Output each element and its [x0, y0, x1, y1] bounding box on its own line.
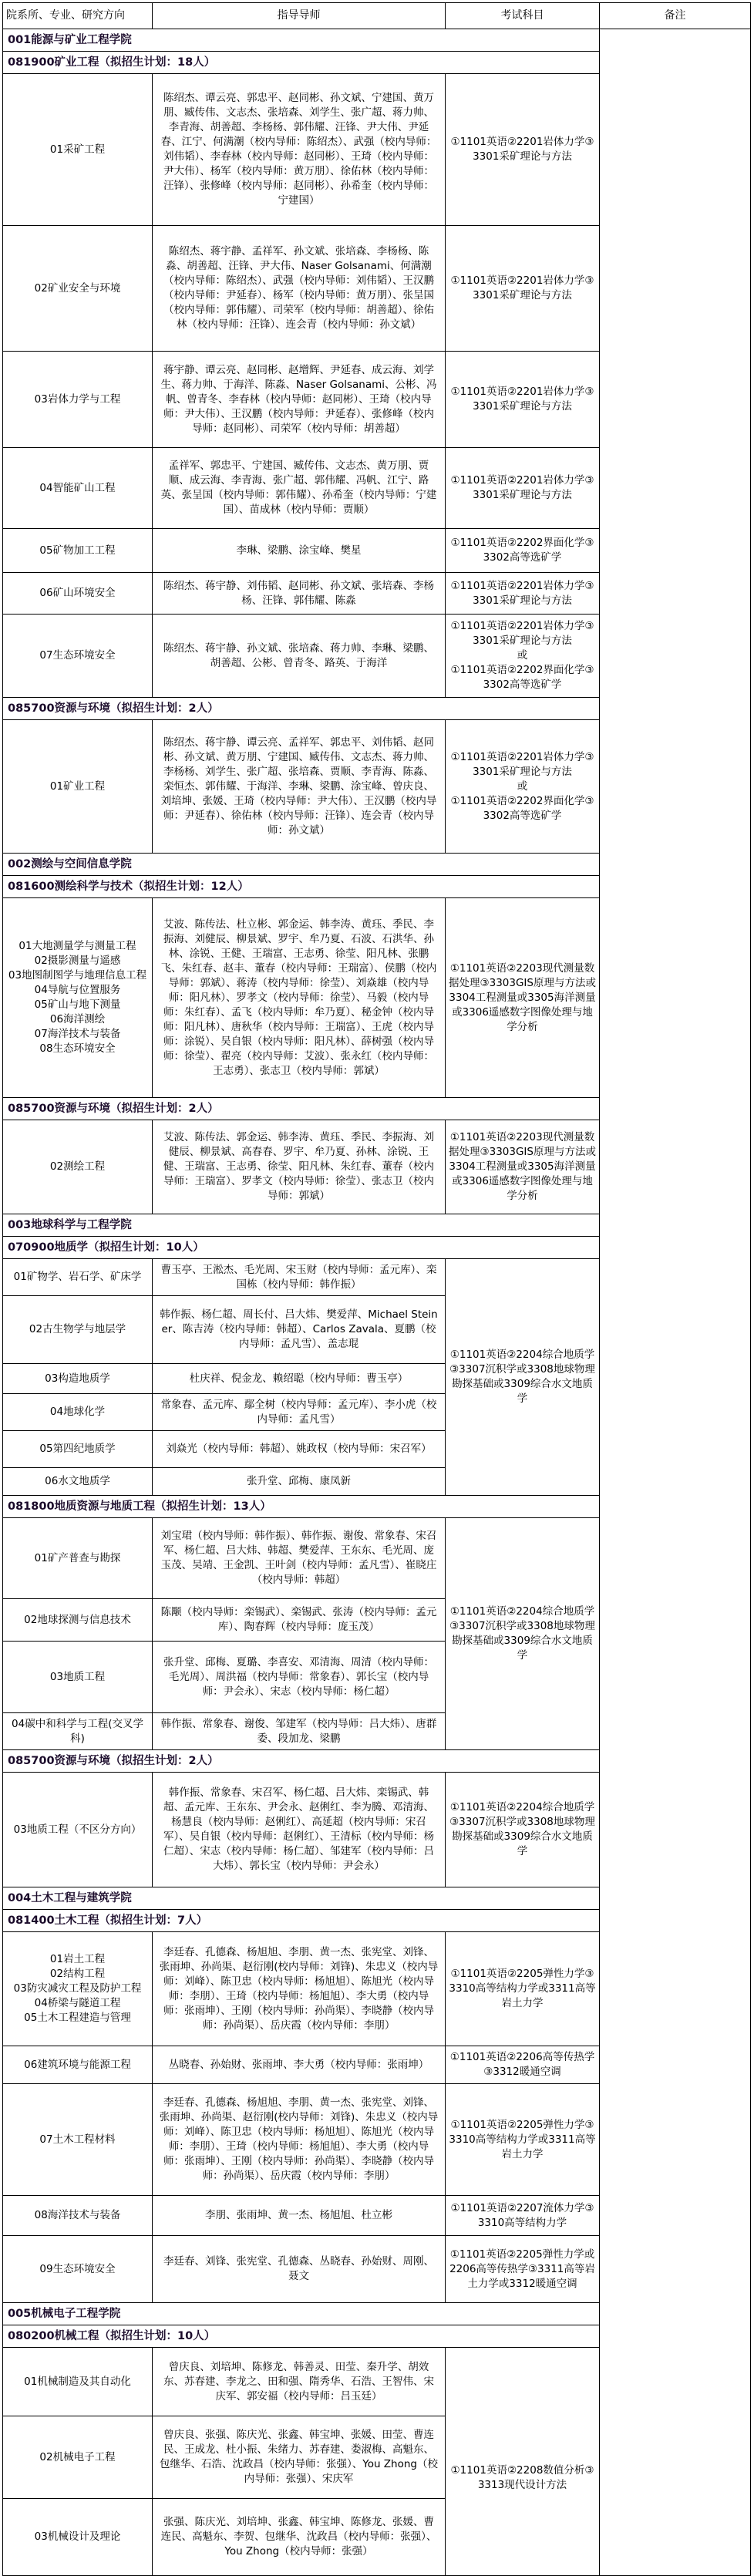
tutor-list: 艾波、陈传法、杜立彬、郭金运、韩李涛、黄珏、季民、李振海、刘健辰、柳景斌、罗宇、牟乃夏、石波、石洪华、孙林、涂锐、王健、王瑞富、王志勇、徐莹、阳凡林、张鹏飞、朱红春、赵丰、董春（校内导师：王瑞富）、侯鹏（校内导师：郭斌）、蒋涛（校内导师：徐莹）、刘焱雄（校内导师：阳凡林）、罗孝文（校内导师：徐莹）、马毅（校内导师：朱红春）、孟飞（校内导师：牟乃夏）、秘金钟（校内导师：阳凡林）、唐秋华（校内导师：王瑞富）、王虎（校内导师：涂锐）、吴自银（校内导师：阳凡林）、薛树强（校内导师：徐莹）、翟亮（校内导师：艾波）、张永红（校内导师：王志勇）、张志卫（校内导师：郭斌） — [153, 898, 446, 1098]
college-title: 002测绘与空间信息学院 — [3, 854, 600, 876]
research-direction: 07生态环境安全 — [3, 615, 153, 698]
recruitment-table-container — [2, 2, 750, 2576]
recruitment-table — [2, 2, 751, 2576]
tutor-list: 韩作振、常象春、宋召军、杨仁超、吕大炜、栾锡武、韩超、孟元库、王东东、尹会永、赵俐红、李为腾、邓清海、杨慧良（校内导师：赵俐红）、高延超（校内导师：宋召军）、吴自银（校内导师：赵俐红）、王清标（校内导师：杨仁超）、宋志（校内导师：杨仁超）、邹建军（校内导师：吕大炜）、郭长宝（校内导师：尹会永） — [153, 1773, 446, 1887]
text-line: ①1101英语②2201岩体力学③3301采矿理论与方法 — [450, 620, 594, 647]
exam-subjects — [446, 720, 600, 854]
exam-subjects: ①1101英语②2201岩体力学③3301采矿理论与方法 — [446, 226, 600, 352]
exam-subjects: ①1101英语②2204综合地质学③3307沉积学或3308地球物理勘探基础或3309综合水文地质学 — [446, 1259, 600, 1496]
research-direction: 01采矿工程 — [3, 74, 153, 226]
research-direction: 03构造地质学 — [3, 1364, 153, 1394]
tutor-list: 韩作振、常象春、谢俊、邹建军（校内导师：吕大炜）、唐群委、段加龙、梁鹏 — [153, 1713, 446, 1750]
text-line: 03地图制图学与地理信息工程 — [8, 969, 147, 982]
research-direction: 02古生物学与地层学 — [3, 1296, 153, 1364]
text-line: 04桥梁与隧道工程 — [34, 1997, 121, 2009]
exam-subjects: ①1101英语②2207流体力学③3310高等结构力学 — [446, 2196, 600, 2236]
research-direction: 02测绘工程 — [3, 1120, 153, 1214]
research-direction: 04地球化学 — [3, 1394, 153, 1431]
tutor-list: 陈绍杰、谭云亮、郭忠平、赵同彬、孙文斌、宁建国、黄万朋、臧传伟、文志杰、张培森、刘学生、张广超、蒋力帅、李青海、胡善超、李杨杨、郭伟耀、汪锋、尹大伟、尹延春、江宁、何满潮（校内导师：陈绍杰）、武强（校内导师：刘伟韬）、李春林（校内导师：赵同彬）、王琦（校内导师：尹大伟）、杨军（校内导师：黄万朋）、徐佑林（校内导师：汪锋）、张修峰（校内导师：赵同彬）、孙希奎（校内导师：宁建国） — [153, 74, 446, 226]
exam-subjects: ①1101英语②2204综合地质学③3307沉积学或3308地球物理勘探基础或3309综合水文地质学 — [446, 1773, 600, 1887]
major-title: 085700资源与环境（拟招生计划：2人） — [3, 1750, 600, 1773]
text-line: 02结构工程 — [49, 1968, 106, 1980]
college-row — [3, 29, 751, 52]
research-direction: 07土木工程材料 — [3, 2084, 153, 2196]
research-direction: 02机械电子工程 — [3, 2416, 153, 2499]
text-line: 01岩土工程 — [49, 1953, 106, 1965]
exam-subjects: ①1101英语②2201岩体力学③3301采矿理论与方法 — [446, 573, 600, 615]
research-direction: 08海洋技术与装备 — [3, 2196, 153, 2236]
text-line: 06海洋测绘 — [49, 1013, 106, 1025]
tutor-list: 刘宝珺（校内导师：韩作振）、韩作振、谢俊、常象春、宋召军、杨仁超、吕大炜、韩超、樊爱萍、王东东、毛光周、庞玉茂、吴靖、王金凯、王叶剑（校内导师：孟凡雪）、崔晓庄（校内导师：韩超） — [153, 1518, 446, 1599]
tutor-list: 孟祥军、郭忠平、宁建国、臧传伟、文志杰、黄万朋、贾顺、成云海、李青海、张广超、郭伟耀、冯帆、江宁、路英、张呈国（校内导师：郭伟耀）、孙希奎（校内导师：宁建国）、苗成林（校内导师：贾顺） — [153, 448, 446, 529]
tutor-list: 曾庆良、张强、陈庆光、张鑫、韩宝坤、张媛、田莹、曹连民、王成龙、杜小振、朱绪力、苏春建、娄淑梅、高魁东、包继华、石浩、沈政昌（校内导师：张强）、You Zhong（校内导师：张强）、宋庆军 — [153, 2416, 446, 2499]
header-remark: 备注 — [600, 3, 751, 29]
research-direction: 06矿山环境安全 — [3, 573, 153, 615]
text-line: ①1101英语②2202界面化学③3302高等选矿学 — [450, 664, 594, 691]
research-direction: 06建筑环境与能源工程 — [3, 2046, 153, 2084]
text-line: 05矿山与地下测量 — [34, 998, 121, 1011]
research-direction: 02地球探测与信息技术 — [3, 1599, 153, 1642]
tutor-list: 陈绍杰、蒋宇静、谭云亮、孟祥军、郭忠平、刘伟韬、赵同彬、孙文斌、黄万朋、宁建国、臧传伟、文志杰、蒋力帅、李杨杨、刘学生、张广超、张培森、贾顺、李青海、陈淼、栾恒杰、郭伟耀、于海洋、李琳、梁鹏、涂宝峰、曾庆良、刘培坤、张媛、王琦（校内导师：尹大伟）、王汉鹏（校内导师：尹延春）、徐佑林（校内导师：汪锋）、连会青（校内导师：孙文斌） — [153, 720, 446, 854]
header-exam: 考试科目 — [446, 3, 600, 29]
tutor-list: 张升堂、邱梅、夏璐、李喜安、邓清海、周清（校内导师：毛光周）、周洪福（校内导师：常象春）、郭长宝（校内导师：尹会永）、宋志（校内导师：杨仁超） — [153, 1642, 446, 1713]
exam-subjects: ①1101英语②2201岩体力学③3301采矿理论与方法 — [446, 352, 600, 448]
exam-subjects: ①1101英语②2203现代测量数据处理③3303GIS原理与方法或3304工程测量或3305海洋测量或3306遥感数字图像处理与地学分析 — [446, 898, 600, 1098]
exam-subjects: ①1101英语②2205弹性力学③3310高等结构力学或3311高等岩土力学 — [446, 2084, 600, 2196]
exam-subjects: ①1101英语②2205弹性力学③3310高等结构力学或3311高等岩土力学 — [446, 1932, 600, 2046]
tutor-list: 张强、陈庆光、刘培坤、张鑫、韩宝坤、陈修龙、张媛、曹连民、高魁东、李贺、包继华、沈政昌（校内导师：张强）、You Zhong（校内导师：张强） — [153, 2499, 446, 2576]
exam-subjects: ①1101英语②2201岩体力学③3301采矿理论与方法 — [446, 74, 600, 226]
text-line: 03防灾减灾工程及防护工程 — [13, 1982, 142, 1995]
exam-subjects: ①1101英语②2205弹性力学或2206高等传热学③3311高等岩土力学或3312暖通空调 — [446, 2236, 600, 2303]
major-title: 081400土木工程（拟招生计划：7人） — [3, 1910, 600, 1932]
research-direction: 01机械制造及其自动化 — [3, 2348, 153, 2416]
research-direction: 05矿物加工工程 — [3, 529, 153, 573]
text-line: 或 — [517, 780, 528, 793]
major-title: 070900地质学（拟招生计划：10人） — [3, 1237, 600, 1259]
research-direction: 02矿业安全与环境 — [3, 226, 153, 352]
college-title: 003地球科学与工程学院 — [3, 1214, 600, 1237]
text-line: 04导航与位置服务 — [34, 984, 121, 996]
header-tutors: 指导导师 — [153, 3, 446, 29]
tutor-list: 李朋、张雨坤、黄一杰、杨旭旭、杜立彬 — [153, 2196, 446, 2236]
research-direction: 04智能矿山工程 — [3, 448, 153, 529]
research-direction: 03地质工程（不区分方向） — [3, 1773, 153, 1887]
research-direction: 01矿物学、岩石学、矿床学 — [3, 1259, 153, 1296]
research-direction: 01矿产普查与勘探 — [3, 1518, 153, 1599]
tutor-list: 曾庆良、刘培坤、陈修龙、韩善灵、田莹、秦升学、胡效东、苏春建、李龙之、田和强、隋秀华、石浩、王智伟、宋庆军、郭安福（校内导师：吕玉廷） — [153, 2348, 446, 2416]
exam-subjects: ①1101英语②2202界面化学③3302高等选矿学 — [446, 529, 600, 573]
text-line: 01大地测量学与测量工程 — [19, 940, 136, 952]
research-direction — [3, 1932, 153, 2046]
major-title: 081800地质资源与地质工程（拟招生计划：13人） — [3, 1496, 600, 1518]
research-direction: 05第四纪地质学 — [3, 1431, 153, 1468]
tutor-list: 艾波、陈传法、郭金运、韩李涛、黄珏、季民、李振海、刘健辰、柳景斌、高春春、罗宇、牟乃夏、孙林、涂锐、王健、王瑞富、王志勇、徐莹、阳凡林、朱红春、董春（校内导师：王瑞富）、罗孝文（校内导师：徐莹）、张志卫（校内导师：郭斌） — [153, 1120, 446, 1214]
research-direction: 03地质工程 — [3, 1642, 153, 1713]
major-title: 081900矿业工程（拟招生计划：18人） — [3, 52, 600, 74]
college-title: 004土木工程与建筑学院 — [3, 1887, 600, 1910]
tutor-list: 李廷春、孔德森、杨旭旭、李朋、黄一杰、张宪堂、刘锋、张雨坤、孙尚渠、赵衍刚(校内导师：刘锋)、朱忠义（校内导师：刘峰）、陈卫忠（校内导师：杨旭旭）、陈旭光（校内导师：李朋）、王琦（校内导师：杨旭旭）、李大勇（校内导师：张雨坤）、王刚（校内导师：孙尚渠）、李晓静（校内导师：孙尚渠）、岳庆霞（校内导师：李朋） — [153, 2084, 446, 2196]
tutor-list: 陈绍杰、蒋宇静、孟祥军、孙文斌、张培森、李杨杨、陈淼、胡善超、汪锋、尹大伟、Naser Golsanami、何满潮（校内导师：陈绍杰）、武强（校内导师：刘伟韬）、王汉鹏（校内导师：尹延春）、杨军（校内导师：黄万朋）、张呈国（校内导师：郭伟耀）、司荣军（校内导师：胡善超）、徐佑林（校内导师：汪锋）、连会青（校内导师：孙文斌） — [153, 226, 446, 352]
tutor-list: 陈绍杰、蒋宇静、刘伟韬、赵同彬、孙文斌、张培森、李杨杨、汪锋、郭伟耀、陈淼 — [153, 573, 446, 615]
research-direction: 09生态环境安全 — [3, 2236, 153, 2303]
tutor-list: 李廷春、孔德森、杨旭旭、李朋、黄一杰、张宪堂、刘锋、张雨坤、孙尚渠、赵衍刚(校内导师：刘锋)、朱忠义（校内导师：刘峰）、陈卫忠（校内导师：杨旭旭）、陈旭光（校内导师：李朋）、王琦（校内导师：杨旭旭）、李大勇（校内导师：张雨坤）、王刚（校内导师：孙尚渠）、李晓静（校内导师：孙尚渠）、岳庆霞（校内导师：李朋） — [153, 1932, 446, 2046]
text-line: ①1101英语②2202界面化学③3302高等选矿学 — [450, 794, 594, 822]
exam-subjects: ①1101英语②2208数值分析③3313现代设计方法 — [446, 2348, 600, 2576]
tutor-list: 李廷春、刘锋、张宪堂、孔德森、丛晓春、孙始财、周刚、聂文 — [153, 2236, 446, 2303]
header-dept: 院系所、专业、研究方向 — [3, 3, 153, 29]
text-line: 02摄影测量与遥感 — [34, 955, 121, 967]
text-line: 05土木工程建造与管理 — [24, 2012, 131, 2024]
tutor-list: 丛晓春、孙始财、张雨坤、李大勇（校内导师：张雨坤） — [153, 2046, 446, 2084]
tutor-list: 杜庆祥、倪金龙、赖绍聪（校内导师：曹玉亭） — [153, 1364, 446, 1394]
major-title: 085700资源与环境（拟招生计划：2人） — [3, 1098, 600, 1120]
tutor-list: 李琳、梁鹏、涂宝峰、樊星 — [153, 529, 446, 573]
text-line: 或 — [517, 649, 528, 662]
research-direction: 03机械设计及理论 — [3, 2499, 153, 2576]
tutor-list: 蒋宇静、谭云亮、赵同彬、赵增辉、尹延春、成云海、刘学生、蒋力帅、于海洋、陈淼、Naser Golsanami、公彬、冯帆、曾青冬、李春林（校内导师：赵同彬）、王琦（校内导师：尹大伟）、王汉鹏（校内导师：尹延春）、张修峰（校内导师：赵同彬）、司荣军（校内导师：胡善超） — [153, 352, 446, 448]
research-direction — [3, 898, 153, 1098]
tutor-list: 曹玉亭、王淞杰、毛光周、宋玉财（校内导师：孟元库）、栾国栋（校内导师：韩作振） — [153, 1259, 446, 1296]
tutor-list: 常象春、孟元库、鄢全树（校内导师：孟元库）、李小虎（校内导师：孟凡雪） — [153, 1394, 446, 1431]
research-direction: 03岩体力学与工程 — [3, 352, 153, 448]
exam-subjects: ①1101英语②2206高等传热学③3312暖通空调 — [446, 2046, 600, 2084]
remark-cell — [600, 29, 751, 2576]
text-line: 08生态环境安全 — [39, 1042, 116, 1055]
tutor-list: 刘焱光（校内导师：韩超）、姚政权（校内导师：宋召军） — [153, 1431, 446, 1468]
exam-subjects: ①1101英语②2204综合地质学③3307沉积学或3308地球物理勘探基础或3309综合水文地质学 — [446, 1518, 600, 1750]
tutor-list: 陈绍杰、蒋宇静、孙文斌、张培森、蒋力帅、李琳、梁鹏、胡善超、公彬、曾青冬、路英、于海洋 — [153, 615, 446, 698]
text-line: ①1101英语②2201岩体力学③3301采矿理论与方法 — [450, 750, 594, 778]
major-title: 085700资源与环境（拟招生计划：2人） — [3, 698, 600, 720]
exam-subjects: ①1101英语②2201岩体力学③3301采矿理论与方法 — [446, 448, 600, 529]
table-header-row — [3, 3, 751, 29]
tutor-list: 张升堂、邱梅、康凤新 — [153, 1468, 446, 1496]
tutor-list: 陈颙（校内导师：栾锡武）、栾锡武、张涛（校内导师：孟元库）、陶春辉（校内导师：庞玉茂） — [153, 1599, 446, 1642]
text-line: 07海洋技术与装备 — [34, 1028, 121, 1040]
college-title: 005机械电子工程学院 — [3, 2303, 600, 2325]
exam-subjects: ①1101英语②2203现代测量数据处理③3303GIS原理与方法或3304工程测量或3305海洋测量或3306遥感数字图像处理与地学分析 — [446, 1120, 600, 1214]
exam-subjects — [446, 615, 600, 698]
college-title: 001能源与矿业工程学院 — [3, 29, 600, 52]
research-direction: 06水文地质学 — [3, 1468, 153, 1496]
major-title: 081600测绘科学与技术（拟招生计划：12人） — [3, 876, 600, 898]
major-title: 080200机械工程（拟招生计划：10人） — [3, 2325, 600, 2348]
tutor-list: 韩作振、杨仁超、周长付、吕大炜、樊爱萍、Michael Steiner、陈吉涛（校内导师：韩超）、Carlos Zavala、夏鹏（校内导师：孟凡雪）、盖志琨 — [153, 1296, 446, 1364]
research-direction: 01矿业工程 — [3, 720, 153, 854]
research-direction: 04碳中和科学与工程(交叉学科) — [3, 1713, 153, 1750]
